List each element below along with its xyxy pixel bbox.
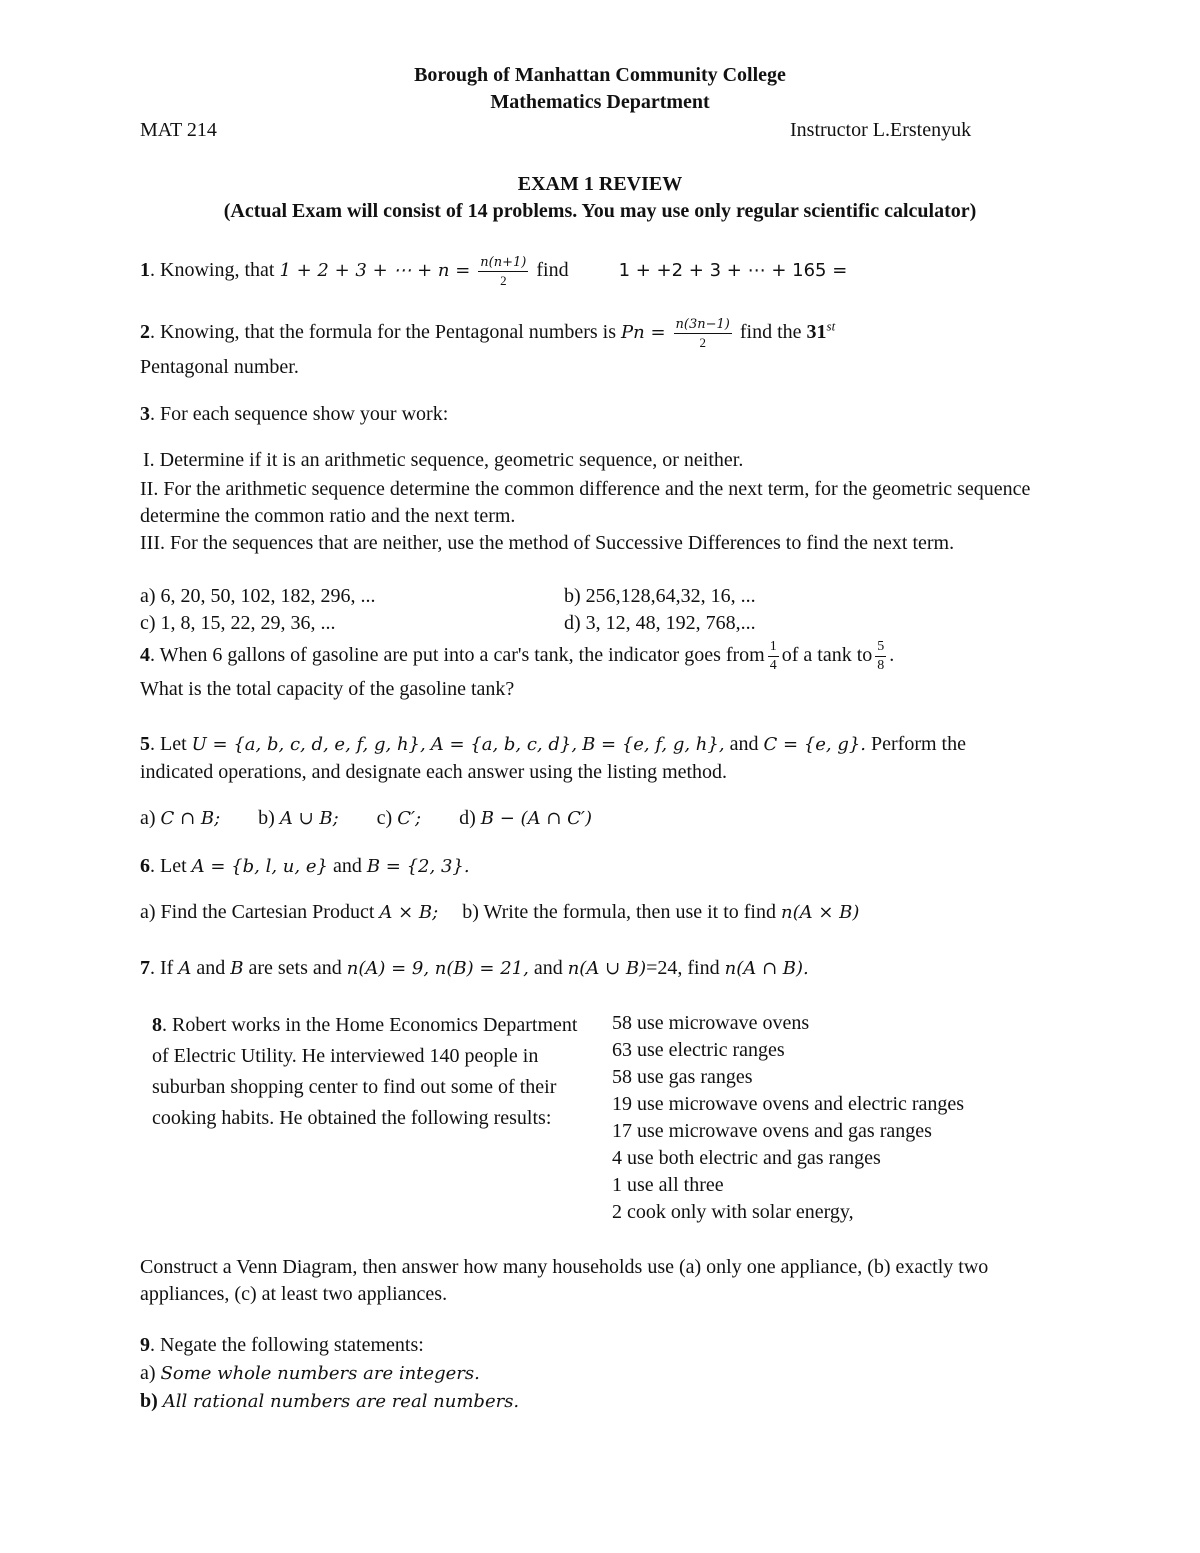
- op-d: B − (A ∩ C′): [480, 808, 592, 829]
- var-b: B: [230, 958, 244, 979]
- fraction-denominator: 8: [877, 658, 885, 673]
- step-1: I. Determine if it is an arithmetic sequence, geometric sequence, or neither.: [143, 449, 744, 471]
- statement-a: [140, 1362, 480, 1385]
- problem-2: [140, 318, 835, 349]
- sequence-c: c) 1, 8, 15, 22, 29, 36, ...: [140, 612, 336, 634]
- problem-text: find: [536, 259, 569, 282]
- step-2: II. For the arithmetic sequence determine the common difference and the next term, for the geometric sequence determine the common ratio and the next term.: [140, 478, 1031, 527]
- fraction: [478, 256, 528, 287]
- set-operations: [140, 807, 592, 830]
- cardinality: n(A × B): [780, 902, 860, 923]
- problem-text: . Let: [150, 733, 187, 755]
- problem-number: 7: [140, 957, 150, 979]
- survey-result: 2 cook only with solar energy,: [612, 1201, 854, 1223]
- exam-title: EXAM 1 REVIEW: [517, 173, 683, 195]
- problem-number: 9: [140, 1334, 150, 1356]
- problem-text: . Knowing, that the formula for the Pentagonal numbers is: [150, 321, 617, 344]
- intersection-cardinality: n(A ∩ B).: [724, 958, 809, 979]
- problem-number: 3: [140, 403, 150, 425]
- problem-text: . If: [150, 957, 174, 979]
- problem-text: of a tank to: [781, 644, 873, 667]
- problem-text: are sets and: [248, 957, 342, 979]
- problem-6: [140, 855, 470, 878]
- problem-text: Perform the: [866, 733, 966, 755]
- cartesian-product: A × B;: [379, 902, 439, 923]
- problem-text: . Robert works in the Home Economics Department of Electric Utility. He interviewed 140 people in suburban shopping center to find out some of their cooking habits. He obtained the following results:: [152, 1014, 578, 1129]
- fraction: [875, 640, 886, 673]
- problem-4: [140, 640, 894, 673]
- problem-9: [140, 1334, 424, 1357]
- problem-text: find the: [739, 321, 802, 344]
- problem-text: . Let: [150, 855, 187, 877]
- survey-result: 1 use all three: [612, 1174, 724, 1196]
- question-a: a) Find the Cartesian Product: [140, 901, 375, 923]
- survey-result: 63 use electric ranges: [612, 1039, 785, 1061]
- statement-text: All rational numbers are real numbers.: [162, 1391, 520, 1412]
- fraction: [674, 318, 732, 349]
- instructor-name: Instructor L.Erstenyuk: [790, 119, 972, 141]
- survey-result: 17 use microwave ovens and gas ranges: [612, 1120, 932, 1142]
- set-a: A = {b, l, u, e}: [191, 856, 328, 877]
- department-name: Mathematics Department: [490, 91, 710, 113]
- problem-text: .: [889, 644, 895, 667]
- fraction-denominator: 4: [769, 658, 777, 673]
- survey-results: [612, 1010, 964, 1226]
- problem-3: [140, 403, 448, 426]
- statement-label: b): [140, 1390, 158, 1412]
- survey-result: 4 use both electric and gas ranges: [612, 1147, 881, 1169]
- set-a: A = {a, b, c, d},: [430, 734, 578, 755]
- problem-text: . When 6 gallons of gasoline are put into a car's tank, the indicator goes from: [150, 644, 765, 667]
- fraction-numerator: n(n+1): [480, 255, 527, 270]
- statement-label: a): [140, 1362, 156, 1384]
- fraction-denominator: 2: [500, 273, 507, 288]
- statement-text: Some whole numbers are integers.: [160, 1363, 480, 1384]
- problem-text: and: [332, 855, 362, 877]
- op-label: b): [258, 807, 275, 829]
- op-label: c): [376, 807, 393, 829]
- question-b: b) Write the formula, then use it to find: [462, 901, 776, 923]
- problem-8-description: [152, 1010, 597, 1134]
- problem-number: 4: [140, 644, 150, 667]
- op-b: A ∪ B;: [279, 808, 339, 829]
- op-label: a): [140, 807, 156, 829]
- var-a: A: [178, 958, 192, 979]
- ordinal: 31: [806, 321, 827, 344]
- problem-text: and: [533, 957, 563, 979]
- problem-number: 8: [152, 1014, 162, 1036]
- pentagonal-symbol: Pn =: [621, 322, 666, 344]
- college-name: Borough of Manhattan Community College: [414, 64, 786, 86]
- problem-text: . Knowing, that: [150, 259, 275, 282]
- venn-question: Construct a Venn Diagram, then answer how many households use (a) only one appliance, (b) exactly two appliances, (c) at least two appliances.: [140, 1256, 989, 1305]
- union-cardinality: n(A ∪ B): [567, 958, 647, 979]
- fraction-numerator: 1: [768, 640, 779, 657]
- problem-number: 2: [140, 321, 150, 344]
- problem-5: [140, 733, 966, 756]
- survey-result: 19 use microwave ovens and electric ranges: [612, 1093, 965, 1115]
- problem-text: and: [196, 957, 226, 979]
- problem-7: [140, 957, 809, 980]
- set-c: C = {e, g}.: [763, 734, 867, 755]
- target-sum: 1 + +2 + 3 + ⋯ + 165 =: [618, 260, 848, 282]
- course-code: MAT 214: [140, 119, 217, 141]
- op-a: C ∩ B;: [160, 808, 221, 829]
- sum-formula: 1 + 2 + 3 + ⋯ + n =: [279, 260, 471, 282]
- fraction-numerator: n(3n−1): [675, 317, 730, 332]
- set-b: B = {e, f, g, h},: [582, 734, 725, 755]
- op-label: d): [459, 807, 476, 829]
- cardinalities: n(A) = 9, n(B) = 21,: [346, 958, 529, 979]
- problem-number: 6: [140, 855, 150, 877]
- fraction-denominator: 2: [699, 335, 706, 350]
- problem-number: 5: [140, 733, 150, 755]
- problem-text: . Negate the following statements:: [150, 1334, 424, 1356]
- problem-text: . For each sequence show your work:: [150, 403, 449, 425]
- problem-text: indicated operations, and designate each answer using the listing method.: [140, 761, 728, 783]
- survey-result: 58 use gas ranges: [612, 1066, 753, 1088]
- op-c: C′;: [397, 808, 422, 829]
- problem-1: [140, 256, 847, 287]
- sequence-a: a) 6, 20, 50, 102, 182, 296, ...: [140, 585, 376, 607]
- sequence-d: d) 3, 12, 48, 192, 768,...: [564, 612, 756, 634]
- set-u: U = {a, b, c, d, e, f, g, h},: [191, 734, 426, 755]
- problem-text: Pentagonal number.: [140, 356, 299, 378]
- problem-text: What is the total capacity of the gasoline tank?: [140, 678, 515, 700]
- statement-b: [140, 1390, 519, 1413]
- sequence-b: b) 256,128,64,32, 16, ...: [564, 585, 756, 607]
- problem-text: =24, find: [646, 957, 720, 979]
- problem-number: 1: [140, 259, 150, 282]
- survey-result: 58 use microwave ovens: [612, 1012, 810, 1034]
- fraction: [768, 640, 779, 673]
- fraction-numerator: 5: [875, 640, 886, 657]
- problem-text: and: [729, 733, 759, 755]
- step-3: III. For the sequences that are neither, use the method of Successive Differences to find the next term.: [140, 532, 955, 554]
- exam-subtitle: (Actual Exam will consist of 14 problems. You may use only regular scientific calculator): [223, 200, 977, 222]
- set-b: B = {2, 3}.: [366, 856, 470, 877]
- problem-6-questions: [140, 901, 859, 924]
- ordinal-suffix: st: [826, 318, 836, 334]
